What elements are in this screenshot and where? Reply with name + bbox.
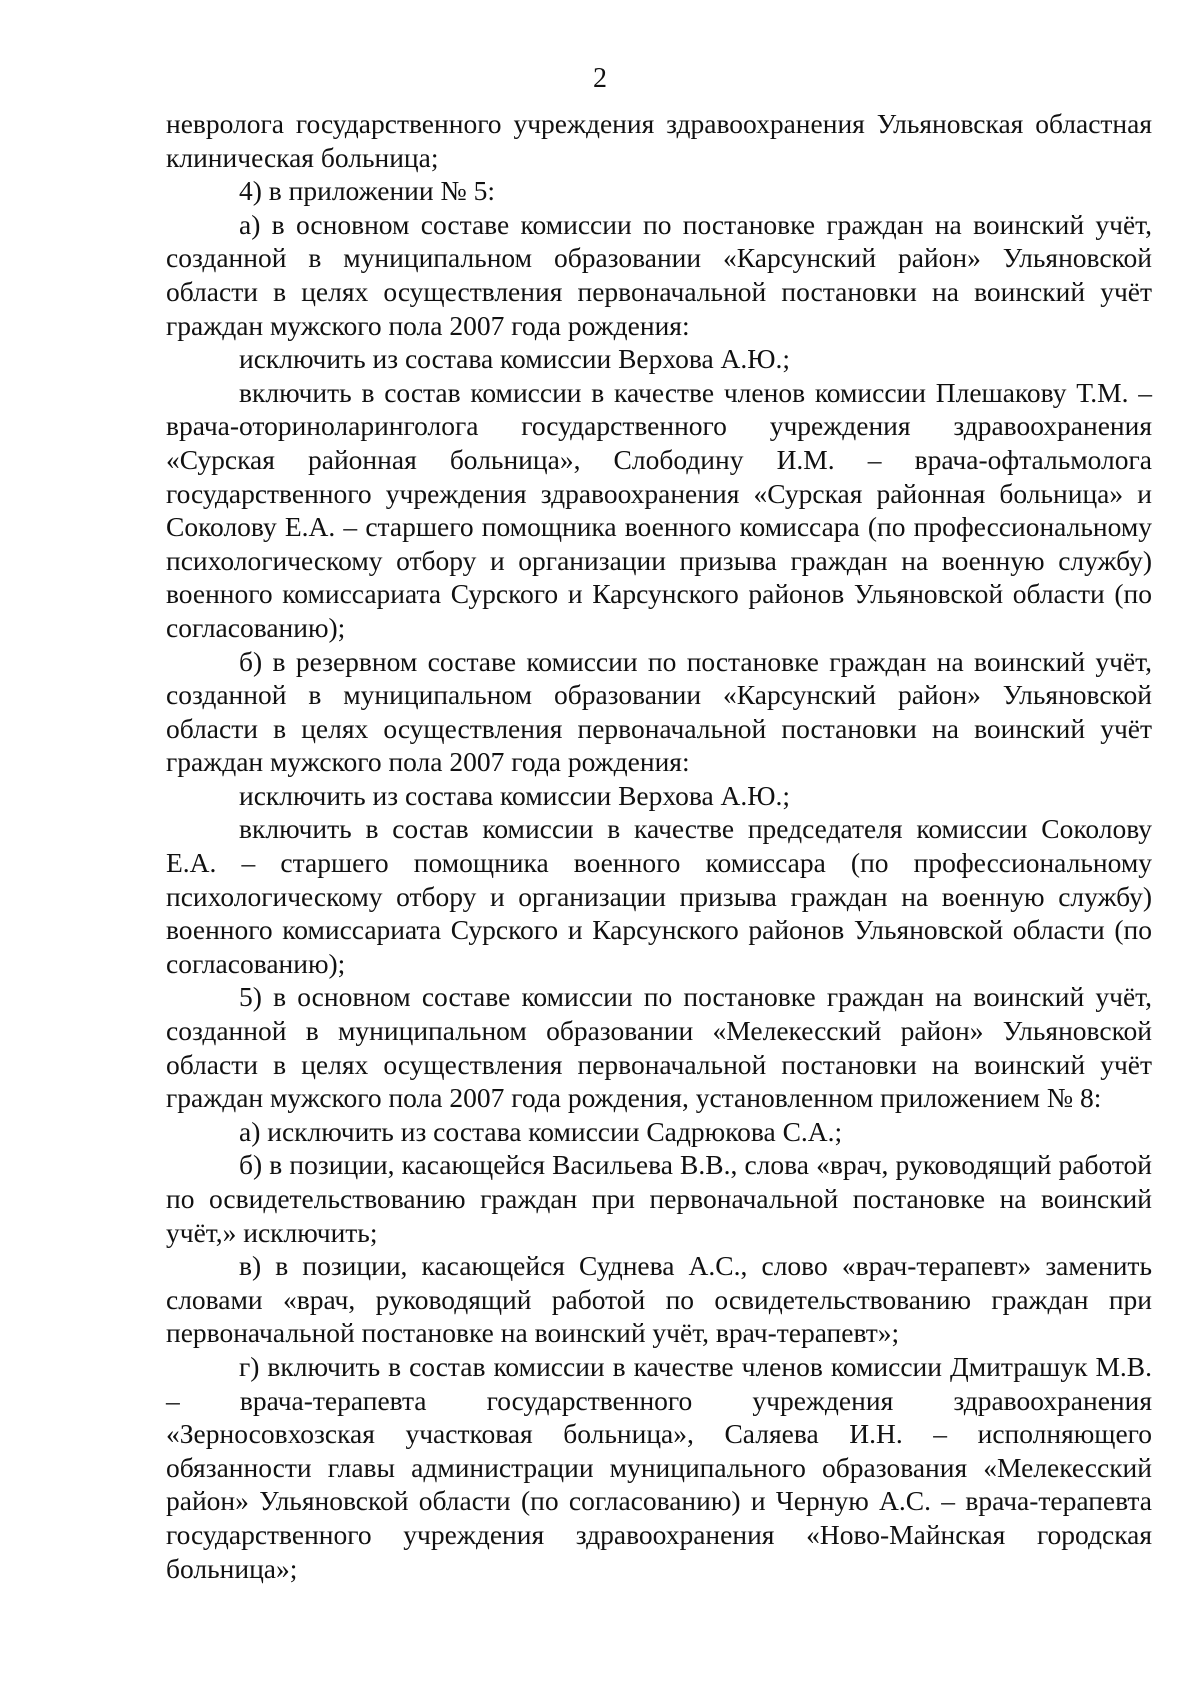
paragraph-8: включить в состав комиссии в качестве председателя комиссии Соколову Е.А. – старшего помощника военного комиссара (по профессиональному психологическому отбору и организации призыва граждан на военную службу) военного комиссариата Сурского и Карсунского районов Ульяновской области (по согласованию); xyxy=(166,813,1152,979)
page-number: 2 xyxy=(593,63,607,94)
paragraph-6: б) в резервном составе комиссии по постановке граждан на воинский учёт, созданной в муниципальном образовании «Карсунский район» Ульяновской области в целях осуществления первоначальной постановки на воинский учёт граждан мужского пола 2007 года рождения: xyxy=(166,645,1152,778)
paragraph-13: г) включить в состав комиссии в качестве членов комиссии Дмитрашук М.В. – врача-терапевта государственного учреждения здравоохранения «Зерносовхозская участковая больница», Саляева И.Н. – исполняющего обязанности главы администрации муниципального образования «Мелекесский район» Ульяновской области (по согласованию) и Черную А.С. – врача-терапевта государственного учреждения здравоохранения «Ново-Майнская городская больница»; xyxy=(166,1350,1152,1584)
paragraph-7: исключить из состава комиссии Верхова А.Ю.; xyxy=(239,779,791,811)
paragraph-5: включить в состав комиссии в качестве членов комиссии Плешакову Т.М. – врача-оториноларинголога государственного учреждения здравоохранения «Сурская районная больница», Слободину И.М. – врача-офтальмолога государственного учреждения здравоохранения «Сурская районная больница» и Соколову Е.А. – старшего помощника военного комиссара (по профессиональному психологическому отбору и организации призыва граждан на военную службу) военного комиссариата Сурского и Карсунского районов Ульяновской области (по согласованию); xyxy=(166,376,1152,643)
paragraph-9: 5) в основном составе комиссии по постановке граждан на воинский учёт, созданной в муниципальном образовании «Мелекесский район» Ульяновской области в целях осуществления первоначальной постановки на воинский учёт граждан мужского пола 2007 года рождения, установленном приложением № 8: xyxy=(166,981,1152,1114)
paragraph-1: невролога государственного учреждения здравоохранения Ульяновская областная клиническая больница; xyxy=(166,108,1152,173)
paragraph-3: а) в основном составе комиссии по постановке граждан на воинский учёт, созданной в муниципальном образовании «Карсунский район» Ульяновской области в целях осуществления первоначальной постановки на воинский учёт граждан мужского пола 2007 года рождения: xyxy=(166,208,1152,341)
paragraph-11: б) в позиции, касающейся Васильева В.В., слова «врач, руководящий работой по освидетельствованию граждан при первоначальной постановке на воинский учёт,» исключить; xyxy=(166,1149,1152,1248)
paragraph-10: а) исключить из состава комиссии Садрюкова С.А.; xyxy=(239,1115,843,1147)
paragraph-4: исключить из состава комиссии Верхова А.Ю.; xyxy=(239,343,791,375)
paragraph-2: 4) в приложении № 5: xyxy=(239,175,495,207)
document-body xyxy=(166,107,1152,1585)
paragraph-12: в) в позиции, касающейся Суднева А.С., слово «врач-терапевт» заменить словами «врач, руководящий работой по освидетельствованию граждан при первоначальной постановке на воинский учёт, врач-терапевт»; xyxy=(166,1250,1152,1349)
